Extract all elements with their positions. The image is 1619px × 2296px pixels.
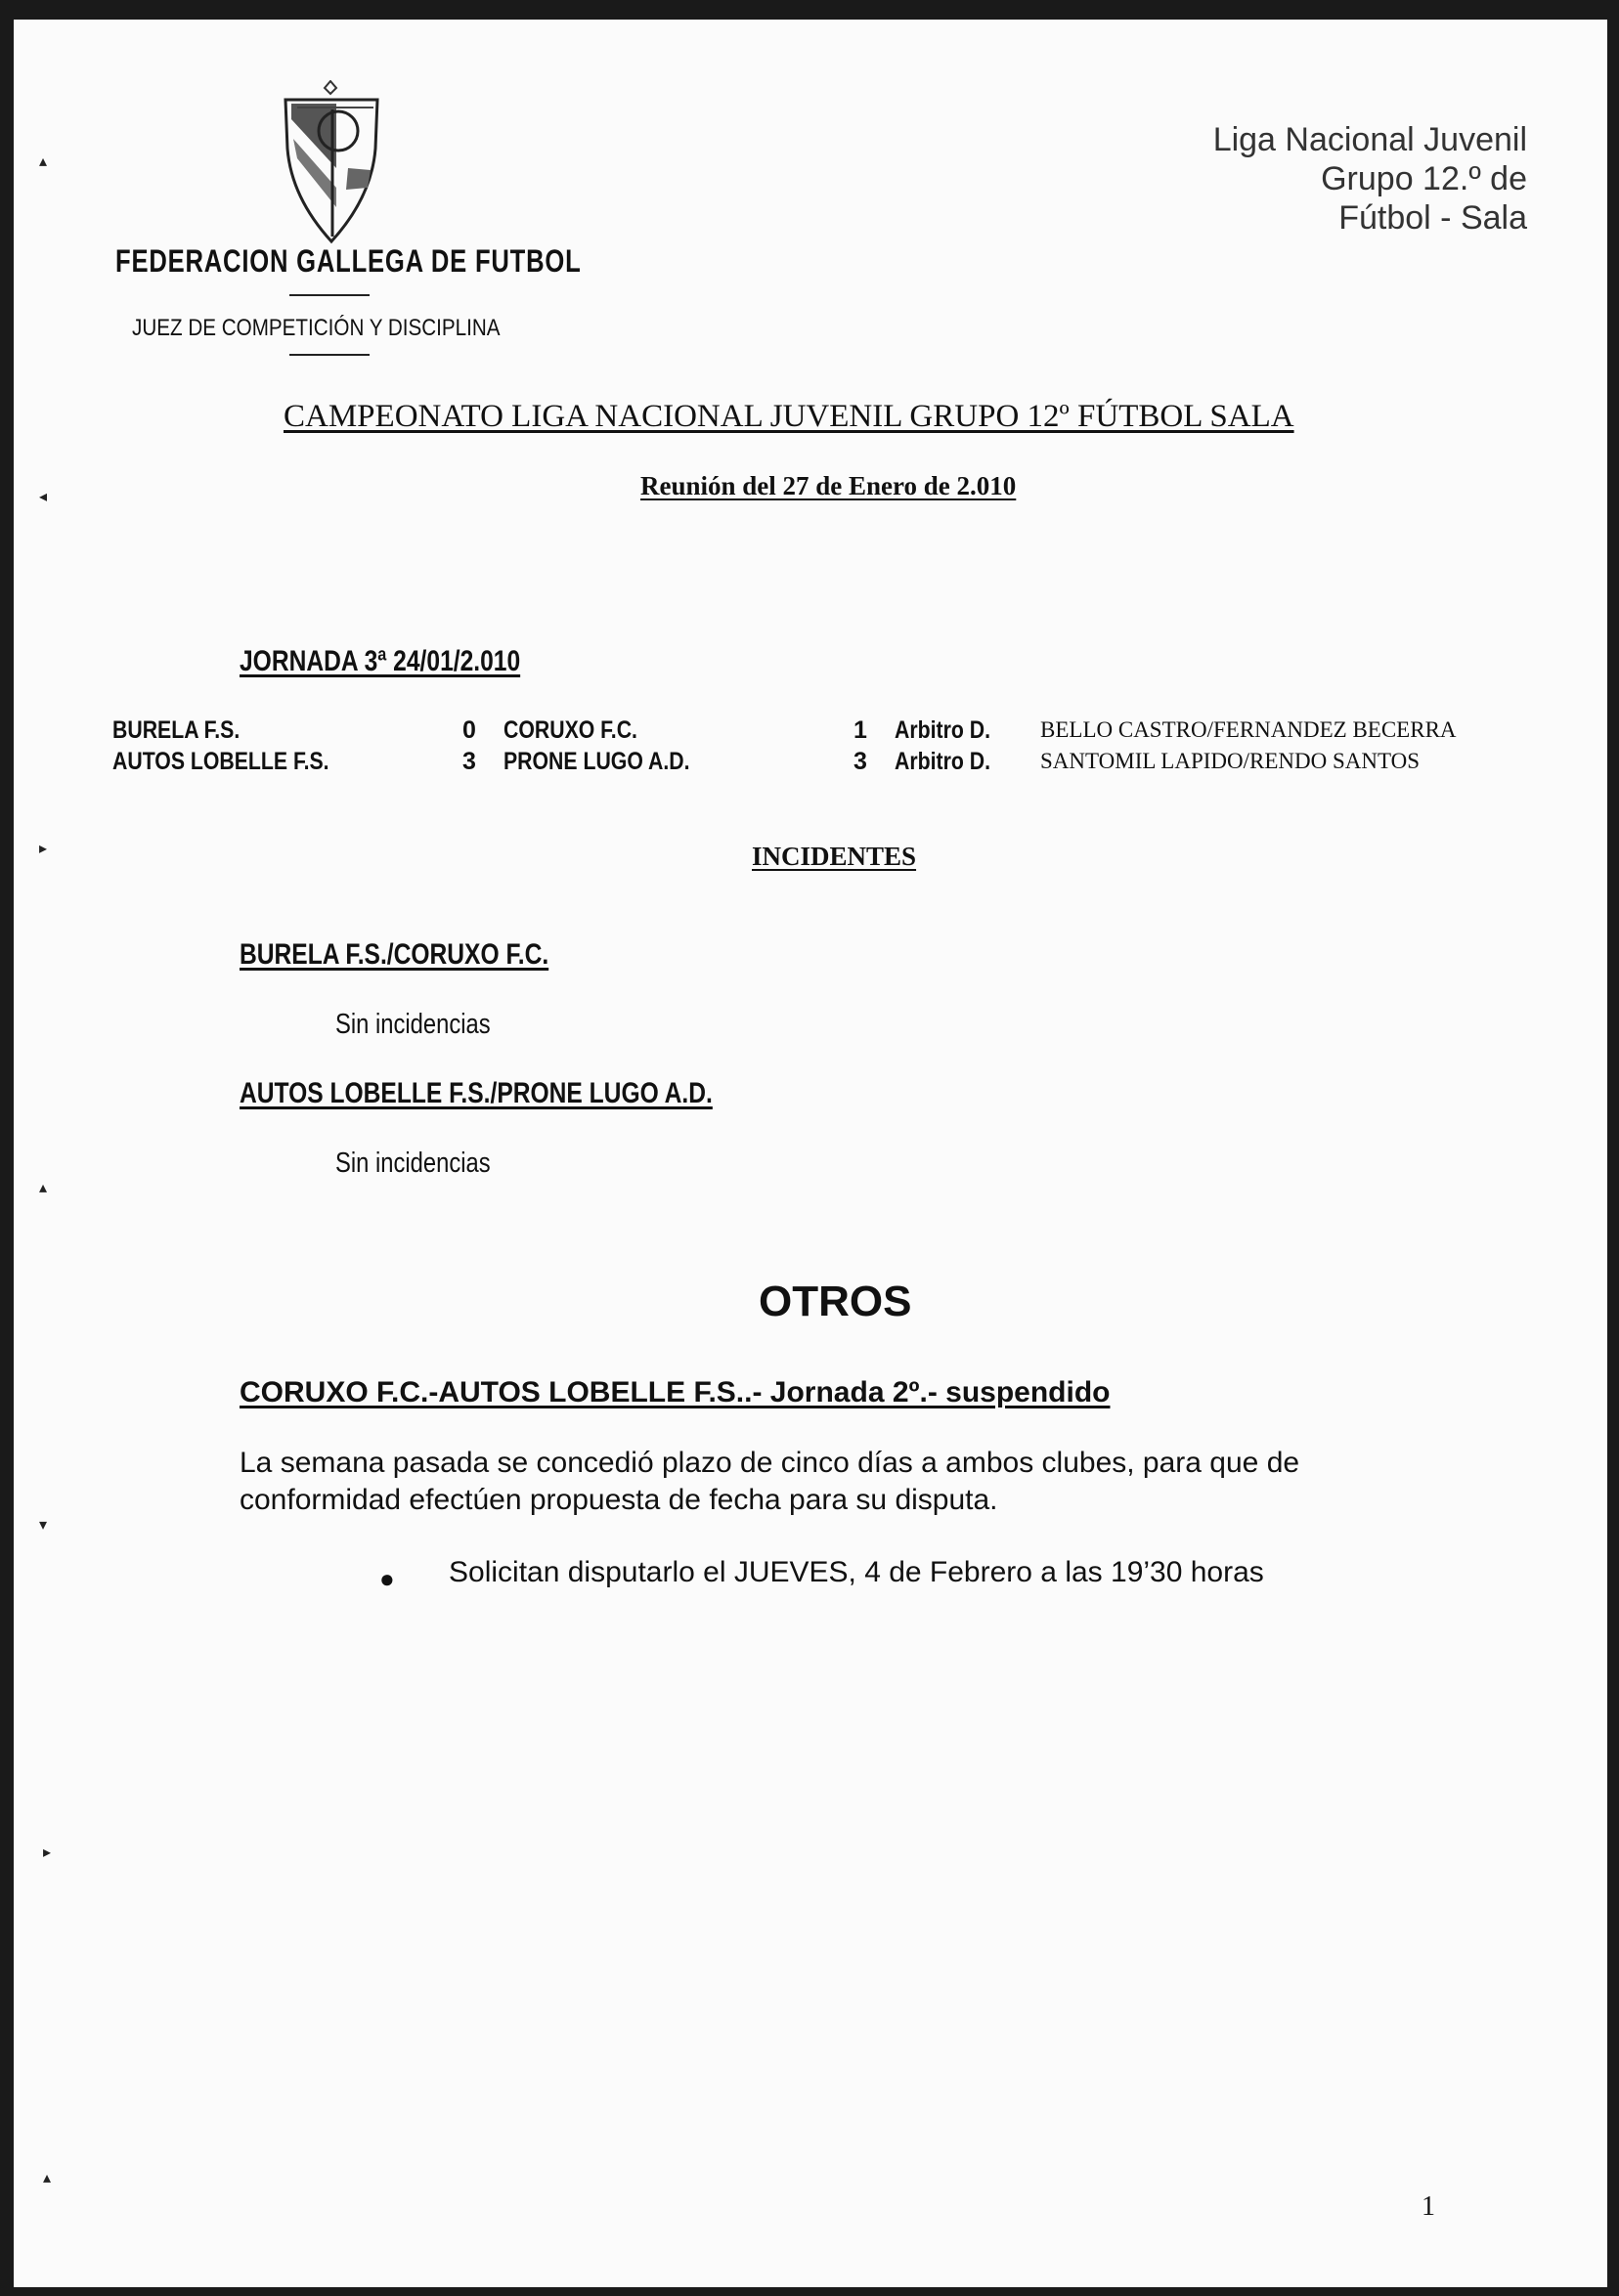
scan-mark: ▸ xyxy=(39,839,48,857)
home-team: AUTOS LOBELLE F.S. xyxy=(112,748,329,775)
federation-name: FEDERACION GALLEGA DE FUTBOL xyxy=(115,243,582,279)
jornada-heading: JORNADA 3ª 24/01/2.010 xyxy=(240,645,521,677)
referee-label: Arbitro D. xyxy=(895,748,990,775)
bullet-icon: ● xyxy=(379,1564,395,1593)
divider xyxy=(289,294,370,296)
incident-match-title: AUTOS LOBELLE F.S./PRONE LUGO A.D. xyxy=(240,1077,713,1109)
divider xyxy=(289,354,370,356)
federation-crest-icon xyxy=(278,80,385,246)
scan-mark: ▾ xyxy=(39,1515,48,1534)
bullet-text: Solicitan disputarlo el JUEVES, 4 de Febrero a las 19’30 horas xyxy=(449,1556,1264,1588)
scan-mark: ▸ xyxy=(43,1842,52,1861)
scan-mark: ▴ xyxy=(39,152,48,170)
league-title-line-1: Liga Nacional Juvenil xyxy=(1212,121,1527,158)
away-score: 1 xyxy=(853,716,867,744)
home-team: BURELA F.S. xyxy=(112,716,241,744)
incident-text: Sin incidencias xyxy=(335,1148,491,1179)
scan-mark: ▴ xyxy=(39,1178,48,1196)
meeting-date: Reunión del 27 de Enero de 2.010 xyxy=(640,471,1017,500)
page-number: 1 xyxy=(1422,2191,1435,2222)
incidents-heading: INCIDENTES xyxy=(752,842,917,871)
referee-label: Arbitro D. xyxy=(895,716,990,744)
others-subheading: CORUXO F.C.-AUTOS LOBELLE F.S..- Jornada 2º.- suspendido xyxy=(240,1376,1111,1408)
document-page xyxy=(14,20,1607,2287)
home-score: 3 xyxy=(462,748,476,775)
others-paragraph-line-2: conformidad efectúen propuesta de fecha para su disputa. xyxy=(240,1484,998,1516)
home-score: 0 xyxy=(462,716,476,744)
judge-title: JUEZ DE COMPETICIÓN Y DISCIPLINA xyxy=(132,315,501,341)
league-title-line-2: Grupo 12.º de xyxy=(1321,160,1527,197)
referee-names: BELLO CASTRO/FERNANDEZ BECERRA xyxy=(1040,717,1457,742)
away-team: CORUXO F.C. xyxy=(503,716,637,744)
others-paragraph-line-1: La semana pasada se concedió plazo de cinco días a ambos clubes, para que de xyxy=(240,1447,1300,1479)
away-team: PRONE LUGO A.D. xyxy=(503,748,690,775)
away-score: 3 xyxy=(853,748,867,775)
others-heading: OTROS xyxy=(759,1278,912,1325)
scan-mark: ◂ xyxy=(39,487,48,505)
championship-title: CAMPEONATO LIGA NACIONAL JUVENIL GRUPO 12º FÚTBOL SALA xyxy=(284,399,1294,434)
referee-names: SANTOMIL LAPIDO/RENDO SANTOS xyxy=(1040,749,1421,773)
incident-match-title: BURELA F.S./CORUXO F.C. xyxy=(240,938,549,971)
scan-mark: ▴ xyxy=(43,2168,52,2187)
league-title-line-3: Fútbol - Sala xyxy=(1338,199,1527,237)
incident-text: Sin incidencias xyxy=(335,1009,491,1040)
